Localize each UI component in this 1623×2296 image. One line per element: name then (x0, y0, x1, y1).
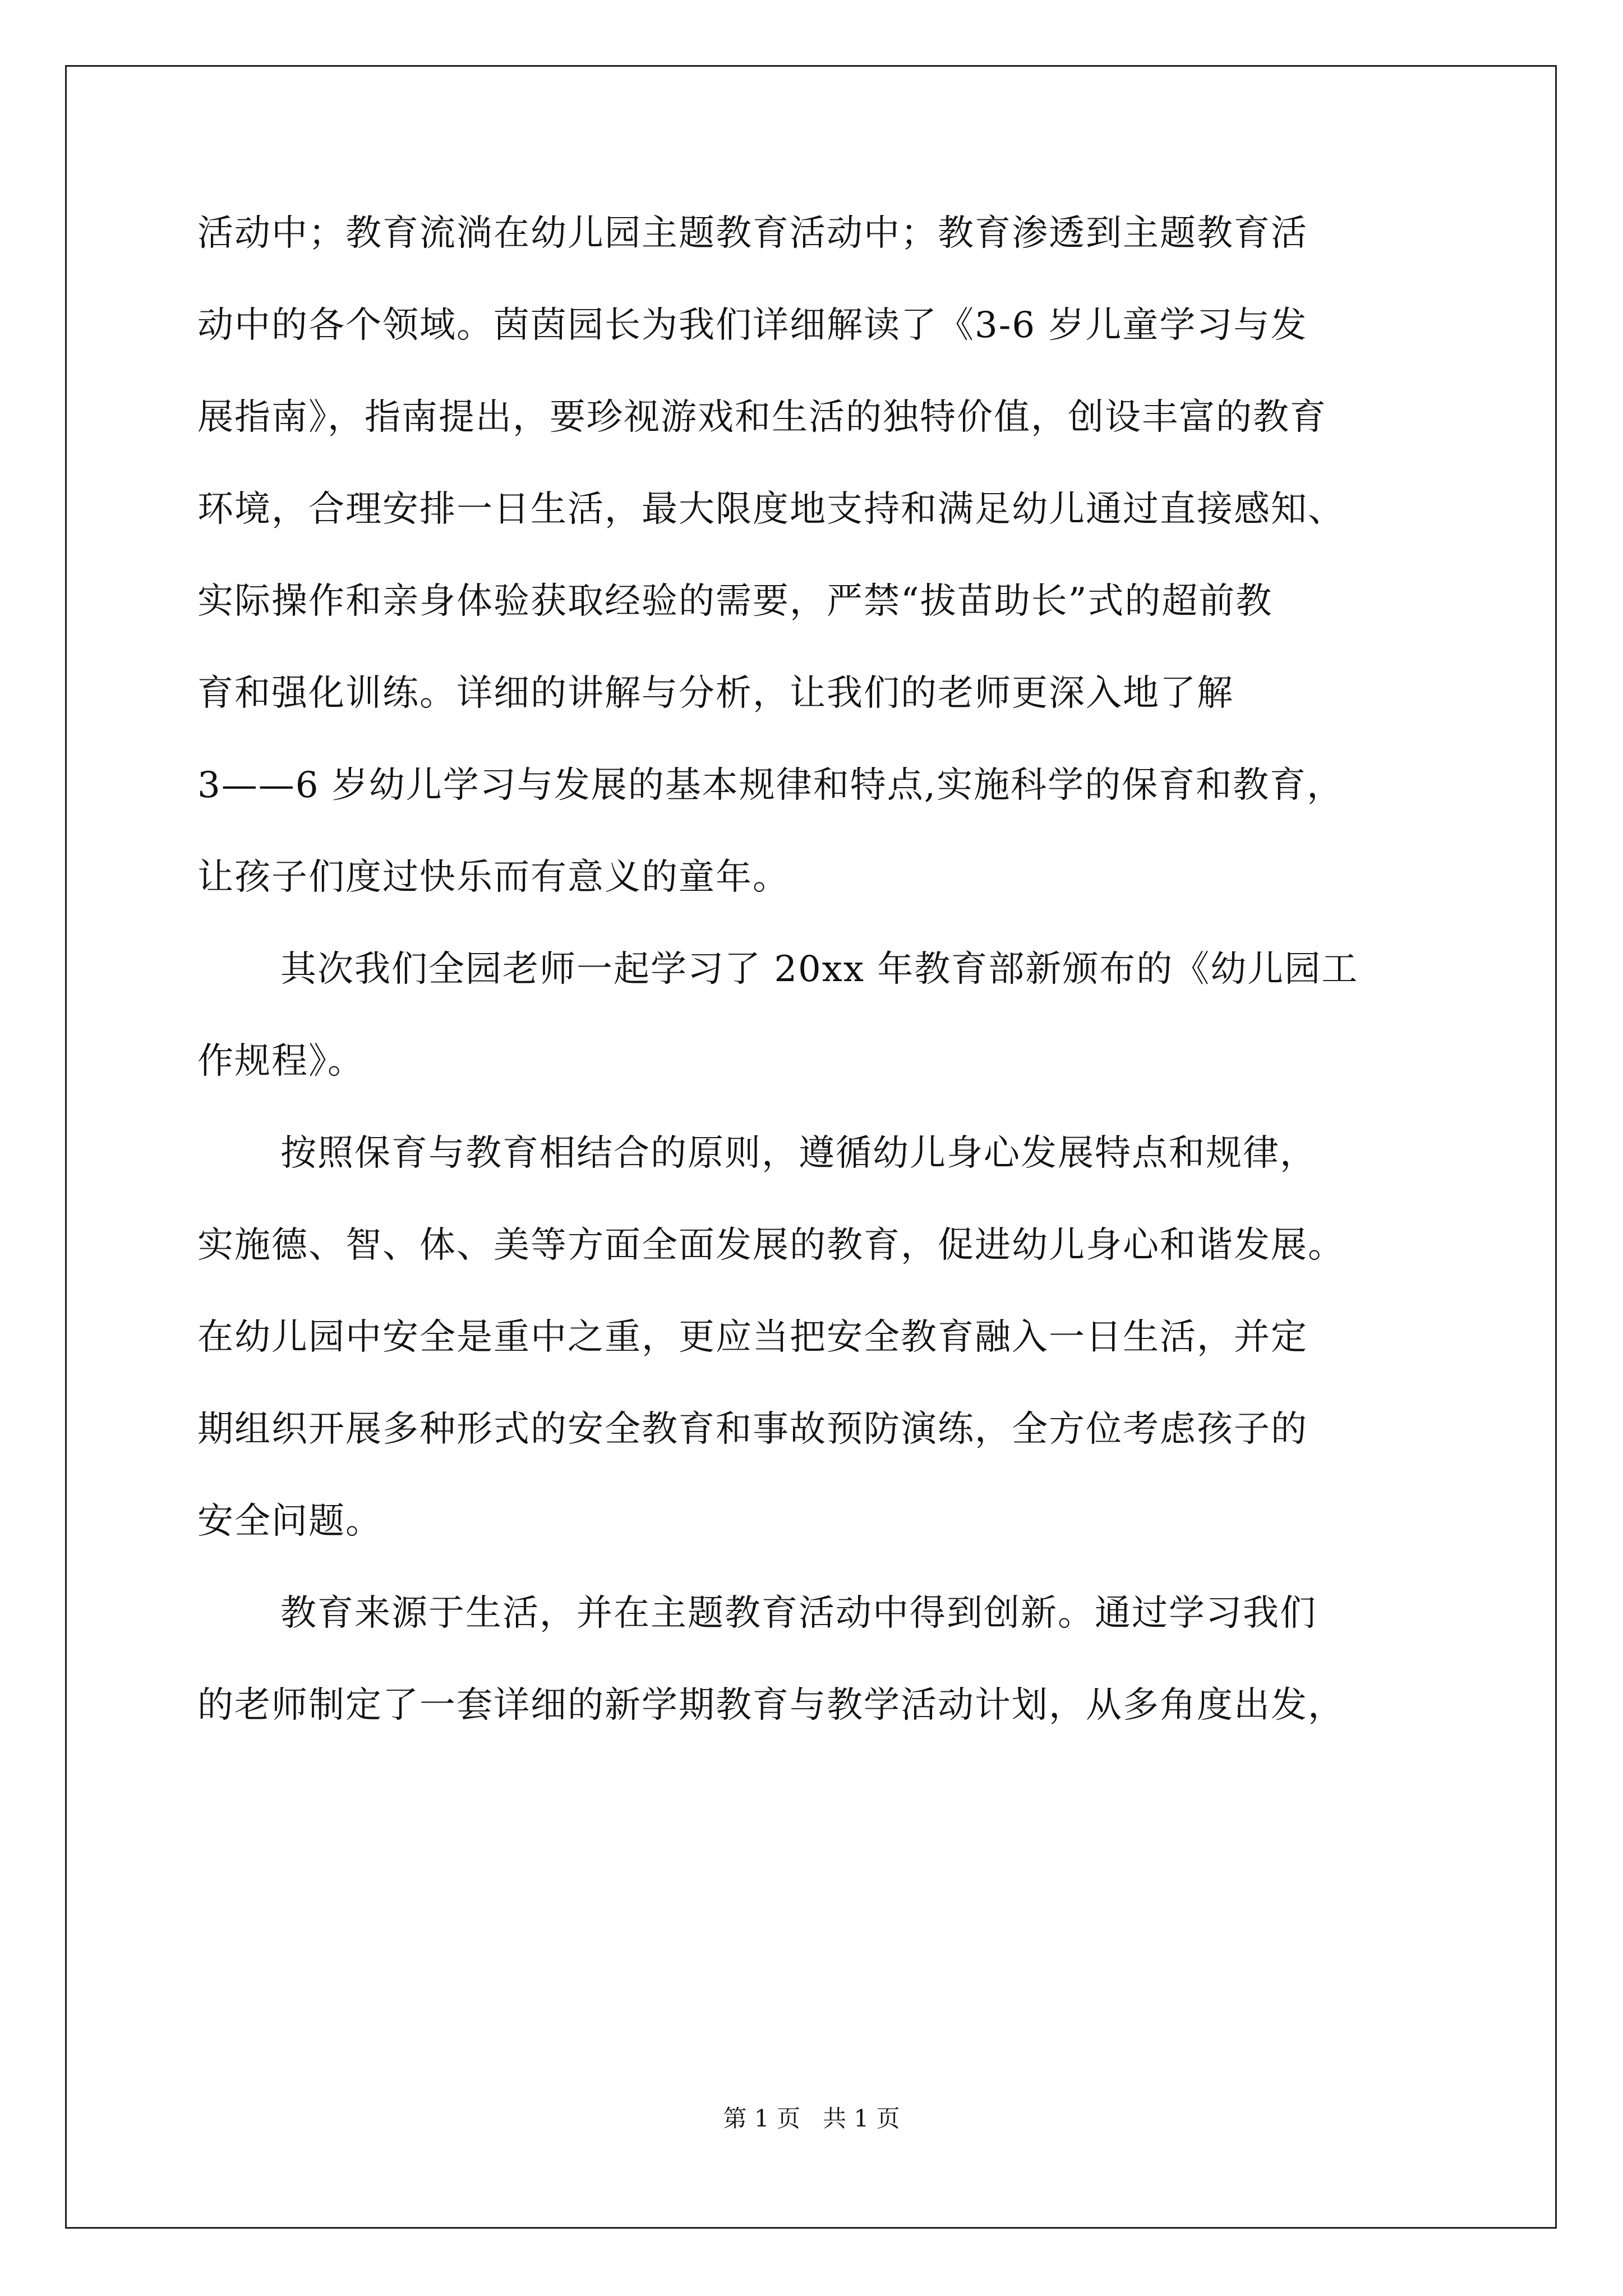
text-line: 期组织开展多种形式的安全教育和事故预防演练，全方位考虑孩子的 (197, 1409, 1308, 1450)
paragraph-first-line: 其次我们全园老师一起学习了 20xx 年教育部新颁布的《幼儿园工 (280, 949, 1359, 990)
text-line: 作规程》。 (197, 1041, 365, 1082)
text-line: 活动中；教育流淌在幼儿园主题教育活动中；教育渗透到主题教育活 (197, 213, 1308, 254)
document-body (197, 212, 1429, 1776)
text-line: 育和强化训练。详细的讲解与分析，让我们的老师更深入地了解 (197, 673, 1234, 714)
text-line: 3——6 岁幼儿学习与发展的基本规律和特点,实施科学的保育和教育， (197, 765, 1344, 806)
text-line: 的老师制定了一套详细的新学期教育与教学活动计划，从多角度出发， (197, 1685, 1345, 1726)
page-number-footer: 第 1 页 共 1 页 (723, 2105, 900, 2132)
text-line: 动中的各个领域。茵茵园长为我们详细解读了《3-6 岁儿童学习与发 (197, 305, 1308, 346)
paragraph-first-line: 教育来源于生活，并在主题教育活动中得到创新。通过学习我们 (280, 1593, 1317, 1634)
text-line: 安全问题。 (197, 1501, 382, 1542)
text-line: 在幼儿园中安全是重中之重，更应当把安全教育融入一日生活，并定 (197, 1317, 1308, 1358)
text-line: 实际操作和亲身体验获取经验的需要，严禁“拔苗助长”式的超前教 (197, 581, 1273, 622)
text-line: 环境，合理安排一日生活，最大限度地支持和满足幼儿通过直接感知、 (197, 489, 1345, 530)
text-line: 让孩子们度过快乐而有意义的童年。 (197, 857, 790, 898)
paragraph-first-line: 按照保育与教育相结合的原则，遵循幼儿身心发展特点和规律， (280, 1133, 1317, 1174)
text-line: 展指南》，指南提出，要珍视游戏和生活的独特价值，创设丰富的教育 (197, 397, 1327, 438)
text-line: 实施德、智、体、美等方面全面发展的教育，促进幼儿身心和谐发展。 (197, 1225, 1345, 1266)
